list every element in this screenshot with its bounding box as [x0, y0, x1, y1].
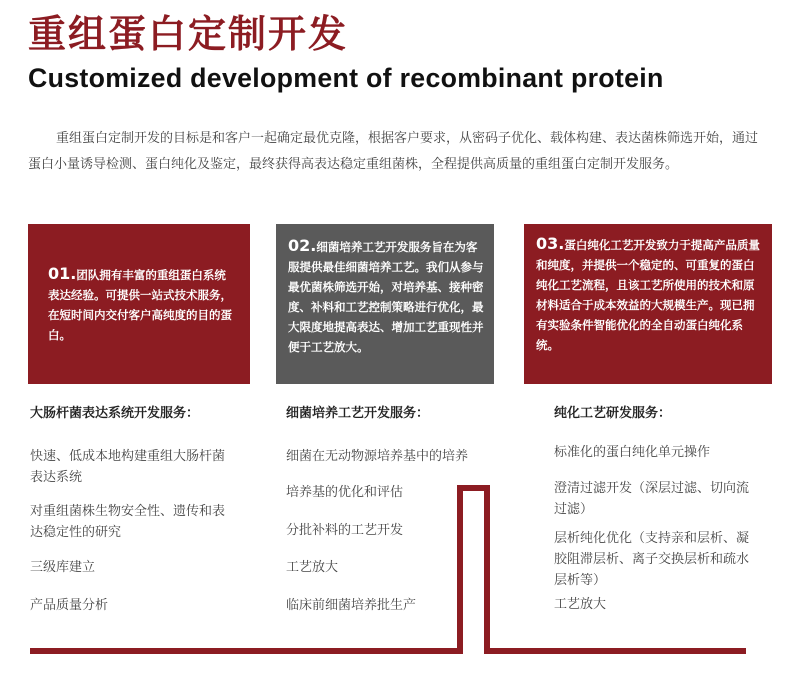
column-heading-ecoli: 大肠杆菌表达系统开发服务：: [30, 406, 200, 421]
card-text: 团队拥有丰富的重组蛋白系统表达经验。可提供一站式技术服务，在短时间内交付客户高纯度的目的蛋白。: [48, 268, 232, 342]
card-number: 01.: [48, 264, 77, 283]
list-item: 层析纯化优化（支持亲和层析、凝胶阻滞层析、离子交换层析和疏水层析等）: [554, 531, 750, 588]
card-text: 细菌培养工艺开发服务旨在为客服提供最佳细菌培养工艺。我们从参与最优菌株筛选开始，对培养基、接种密度、补料和工艺控制策略进行优化，最大限度地提高表达、增加工艺重现性并便于工艺放大。: [288, 240, 484, 354]
list-item: 澄清过滤开发（深层过滤、切向流过滤）: [554, 481, 750, 517]
intro-paragraph: 重组蛋白定制开发的目标是和客户一起确定最优克隆，根据客户要求，从密码子优化、载体构建、表达菌株筛选开始，通过蛋白小量诱导检测、蛋白纯化及鉴定，最终获得高表达稳定重组菌株，全程提供高质量的重组蛋白定制开发服务。: [28, 131, 759, 172]
list-item: 培养基的优化和评估: [286, 485, 404, 500]
list-item: 标准化的蛋白纯化单元操作: [554, 445, 711, 460]
list-item: 工艺放大: [554, 597, 607, 612]
list-item: 细菌在无动物源培养基中的培养: [286, 449, 469, 464]
service-card-3: [524, 224, 772, 384]
list-item: 分批补料的工艺开发: [286, 523, 404, 538]
column-heading-purification: 纯化工艺研发服务：: [554, 406, 672, 421]
card-text: 蛋白纯化工艺开发致力于提高产品质量和纯度，并提供一个稳定的、可重复的蛋白纯化工艺流程，且该工艺所使用的技术和原材料适合于成本效益的大规模生产。现已拥有实验条件智能优化的全自动蛋白纯化系统。: [536, 238, 760, 352]
card-number: 02.: [288, 236, 317, 255]
card-number: 03.: [536, 234, 565, 253]
page-title: 重组蛋白定制开发: [28, 12, 349, 56]
column-heading-culture: 细菌培养工艺开发服务：: [286, 406, 430, 421]
list-item: 三级库建立: [30, 560, 96, 575]
list-item: 快速、低成本地构建重组大肠杆菌表达系统: [30, 449, 226, 485]
service-card-1: [28, 224, 250, 384]
list-item: 临床前细菌培养批生产: [286, 598, 417, 613]
service-card-2: [276, 224, 494, 384]
page-subtitle: Customized development of recombinant protein: [28, 63, 664, 93]
list-item: 工艺放大: [286, 560, 339, 575]
list-item: 产品质量分析: [30, 598, 109, 613]
list-item: 对重组菌株生物安全性、遗传和表达稳定性的研究: [30, 504, 226, 540]
